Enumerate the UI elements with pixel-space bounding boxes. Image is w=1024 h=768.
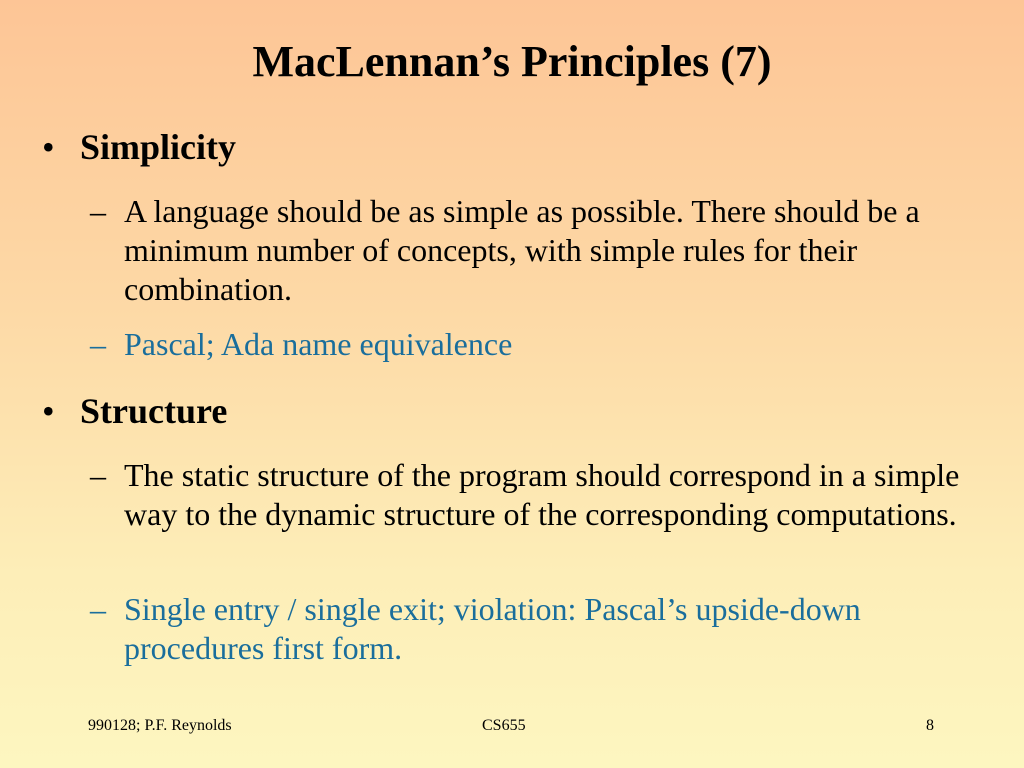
simplicity-example: Pascal; Ada name equivalence <box>124 326 513 362</box>
bullet-dot: • <box>42 127 55 167</box>
sub-item-structure-description <box>90 456 970 534</box>
sub-item-structure-example <box>90 590 970 668</box>
footer-page-number: 8 <box>926 717 934 734</box>
bullet-dot: • <box>42 391 55 431</box>
bullet-heading-structure: Structure <box>80 391 228 431</box>
dash-marker: – <box>90 591 106 627</box>
sub-item-simplicity-description <box>90 192 970 309</box>
dash-marker: – <box>90 193 106 229</box>
footer-date-author: 990128; P.F. Reynolds <box>88 717 232 734</box>
bullet-heading-simplicity: Simplicity <box>80 127 237 167</box>
dash-marker: – <box>90 326 106 362</box>
structure-description: The static structure of the program should correspond in a simple way to the dynamic structure of the corresponding computations. <box>124 457 960 532</box>
slide-title: MacLennan’s Principles (7) <box>252 37 772 86</box>
sub-item-simplicity-example <box>90 325 970 364</box>
simplicity-description: A language should be as simple as possible. There should be a minimum number of concepts, with simple rules for their combination. <box>124 193 920 307</box>
structure-example: Single entry / single exit; violation: Pascal’s upside-down procedures first form. <box>124 591 861 666</box>
footer-course: CS655 <box>482 717 526 734</box>
dash-marker: – <box>90 457 106 493</box>
